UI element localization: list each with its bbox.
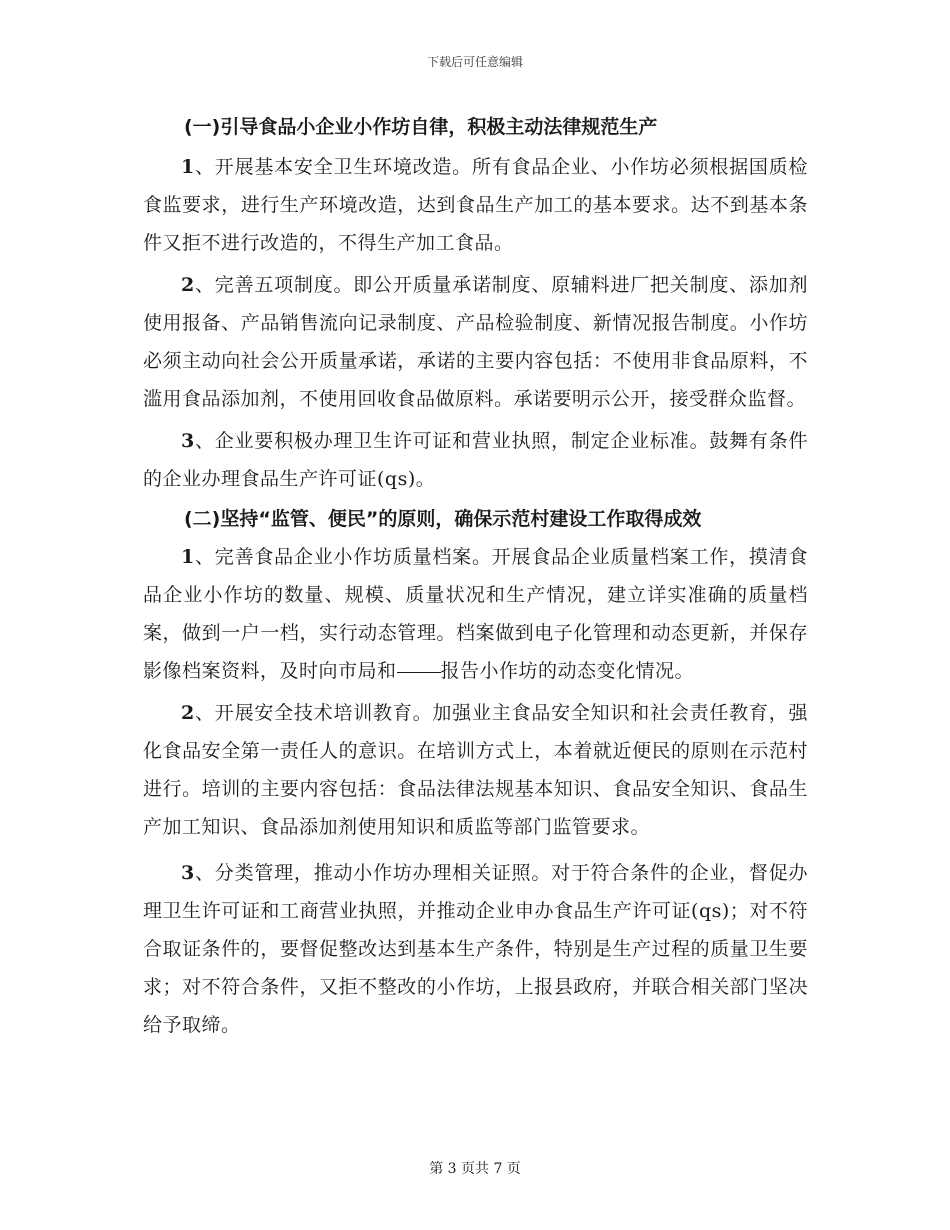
- paragraph-text: 、开展基本安全卫生环境改造。所有食品企业、小作坊必须根据国质检食监要求，进行生产环境改造，达到食品生产加工的基本要求。达不到基本条件又拒不进行改造的，不得生产加工食品。: [143, 156, 808, 254]
- paragraph-2-1: [143, 538, 808, 690]
- paragraph-text: 、企业要积极办理卫生许可证和营业执照，制定企业标准。鼓舞有条件的企业办理食品生产许可证(qs)。: [143, 430, 808, 490]
- page-header: 下载后可任意编辑: [426, 55, 523, 69]
- item-number: 1: [181, 156, 195, 178]
- paragraph-2-2: [143, 694, 808, 846]
- item-number: 3: [181, 430, 195, 452]
- paragraph-1-3: [143, 422, 808, 498]
- paragraph-text: 、开展安全技术培训教育。加强业主食品安全知识和社会责任教育，强化食品安全第一责任人的意识。在培训方式上，本着就近便民的原则在示范村进行。培训的主要内容包括：食品法律法规基本知识、食品安全知识、食品生产加工知识、食品添加剂使用知识和质监等部门监管要求。: [143, 702, 808, 838]
- item-number: 2: [181, 274, 195, 296]
- paragraph-text: 、完善食品企业小作坊质量档案。开展食品企业质量档案工作，摸清食品企业小作坊的数量、规模、质量状况和生产情况，建立详实准确的质量档案，做到一户一档，实行动态管理。档案做到电子化管理和动态更新，并保存影像档案资料，及时向市局和: [143, 546, 808, 682]
- section-heading-2: (二)坚持“监管、便民”的原则，确保示范村建设工作取得成效: [184, 508, 702, 530]
- item-number: 2: [181, 702, 195, 724]
- paragraph-2-3: [143, 854, 808, 1044]
- paragraph-1-2: [143, 266, 808, 418]
- document-body: [143, 108, 808, 1044]
- fill-in-blank: [397, 671, 441, 673]
- item-number: 3: [181, 862, 195, 884]
- paragraph-1-1: [143, 148, 808, 262]
- page-footer: 第 3 页共 7 页: [429, 1161, 521, 1177]
- paragraph-text: 报告小作坊的动态变化情况。: [440, 660, 695, 682]
- paragraph-text: 、分类管理，推动小作坊办理相关证照。对于符合条件的企业，督促办理卫生许可证和工商营业执照，并推动企业申办食品生产许可证(qs)；对不符合取证条件的，要督促整改达到基本生产条件，特别是生产过程的质量卫生要求；对不符合条件，又拒不整改的小作坊，上报县政府，并联合相关部门坚决给予取缔。: [143, 862, 808, 1036]
- section-heading-1: (一)引导食品小企业小作坊自律，积极主动法律规范生产: [184, 116, 658, 138]
- item-number: 1: [181, 546, 195, 568]
- paragraph-text: 、完善五项制度。即公开质量承诺制度、原辅料进厂把关制度、添加剂使用报备、产品销售流向记录制度、产品检验制度、新情况报告制度。小作坊必须主动向社会公开质量承诺，承诺的主要内容包括：不使用非食品原料，不滥用食品添加剂，不使用回收食品做原料。承诺要明示公开，接受群众监督。: [143, 274, 808, 410]
